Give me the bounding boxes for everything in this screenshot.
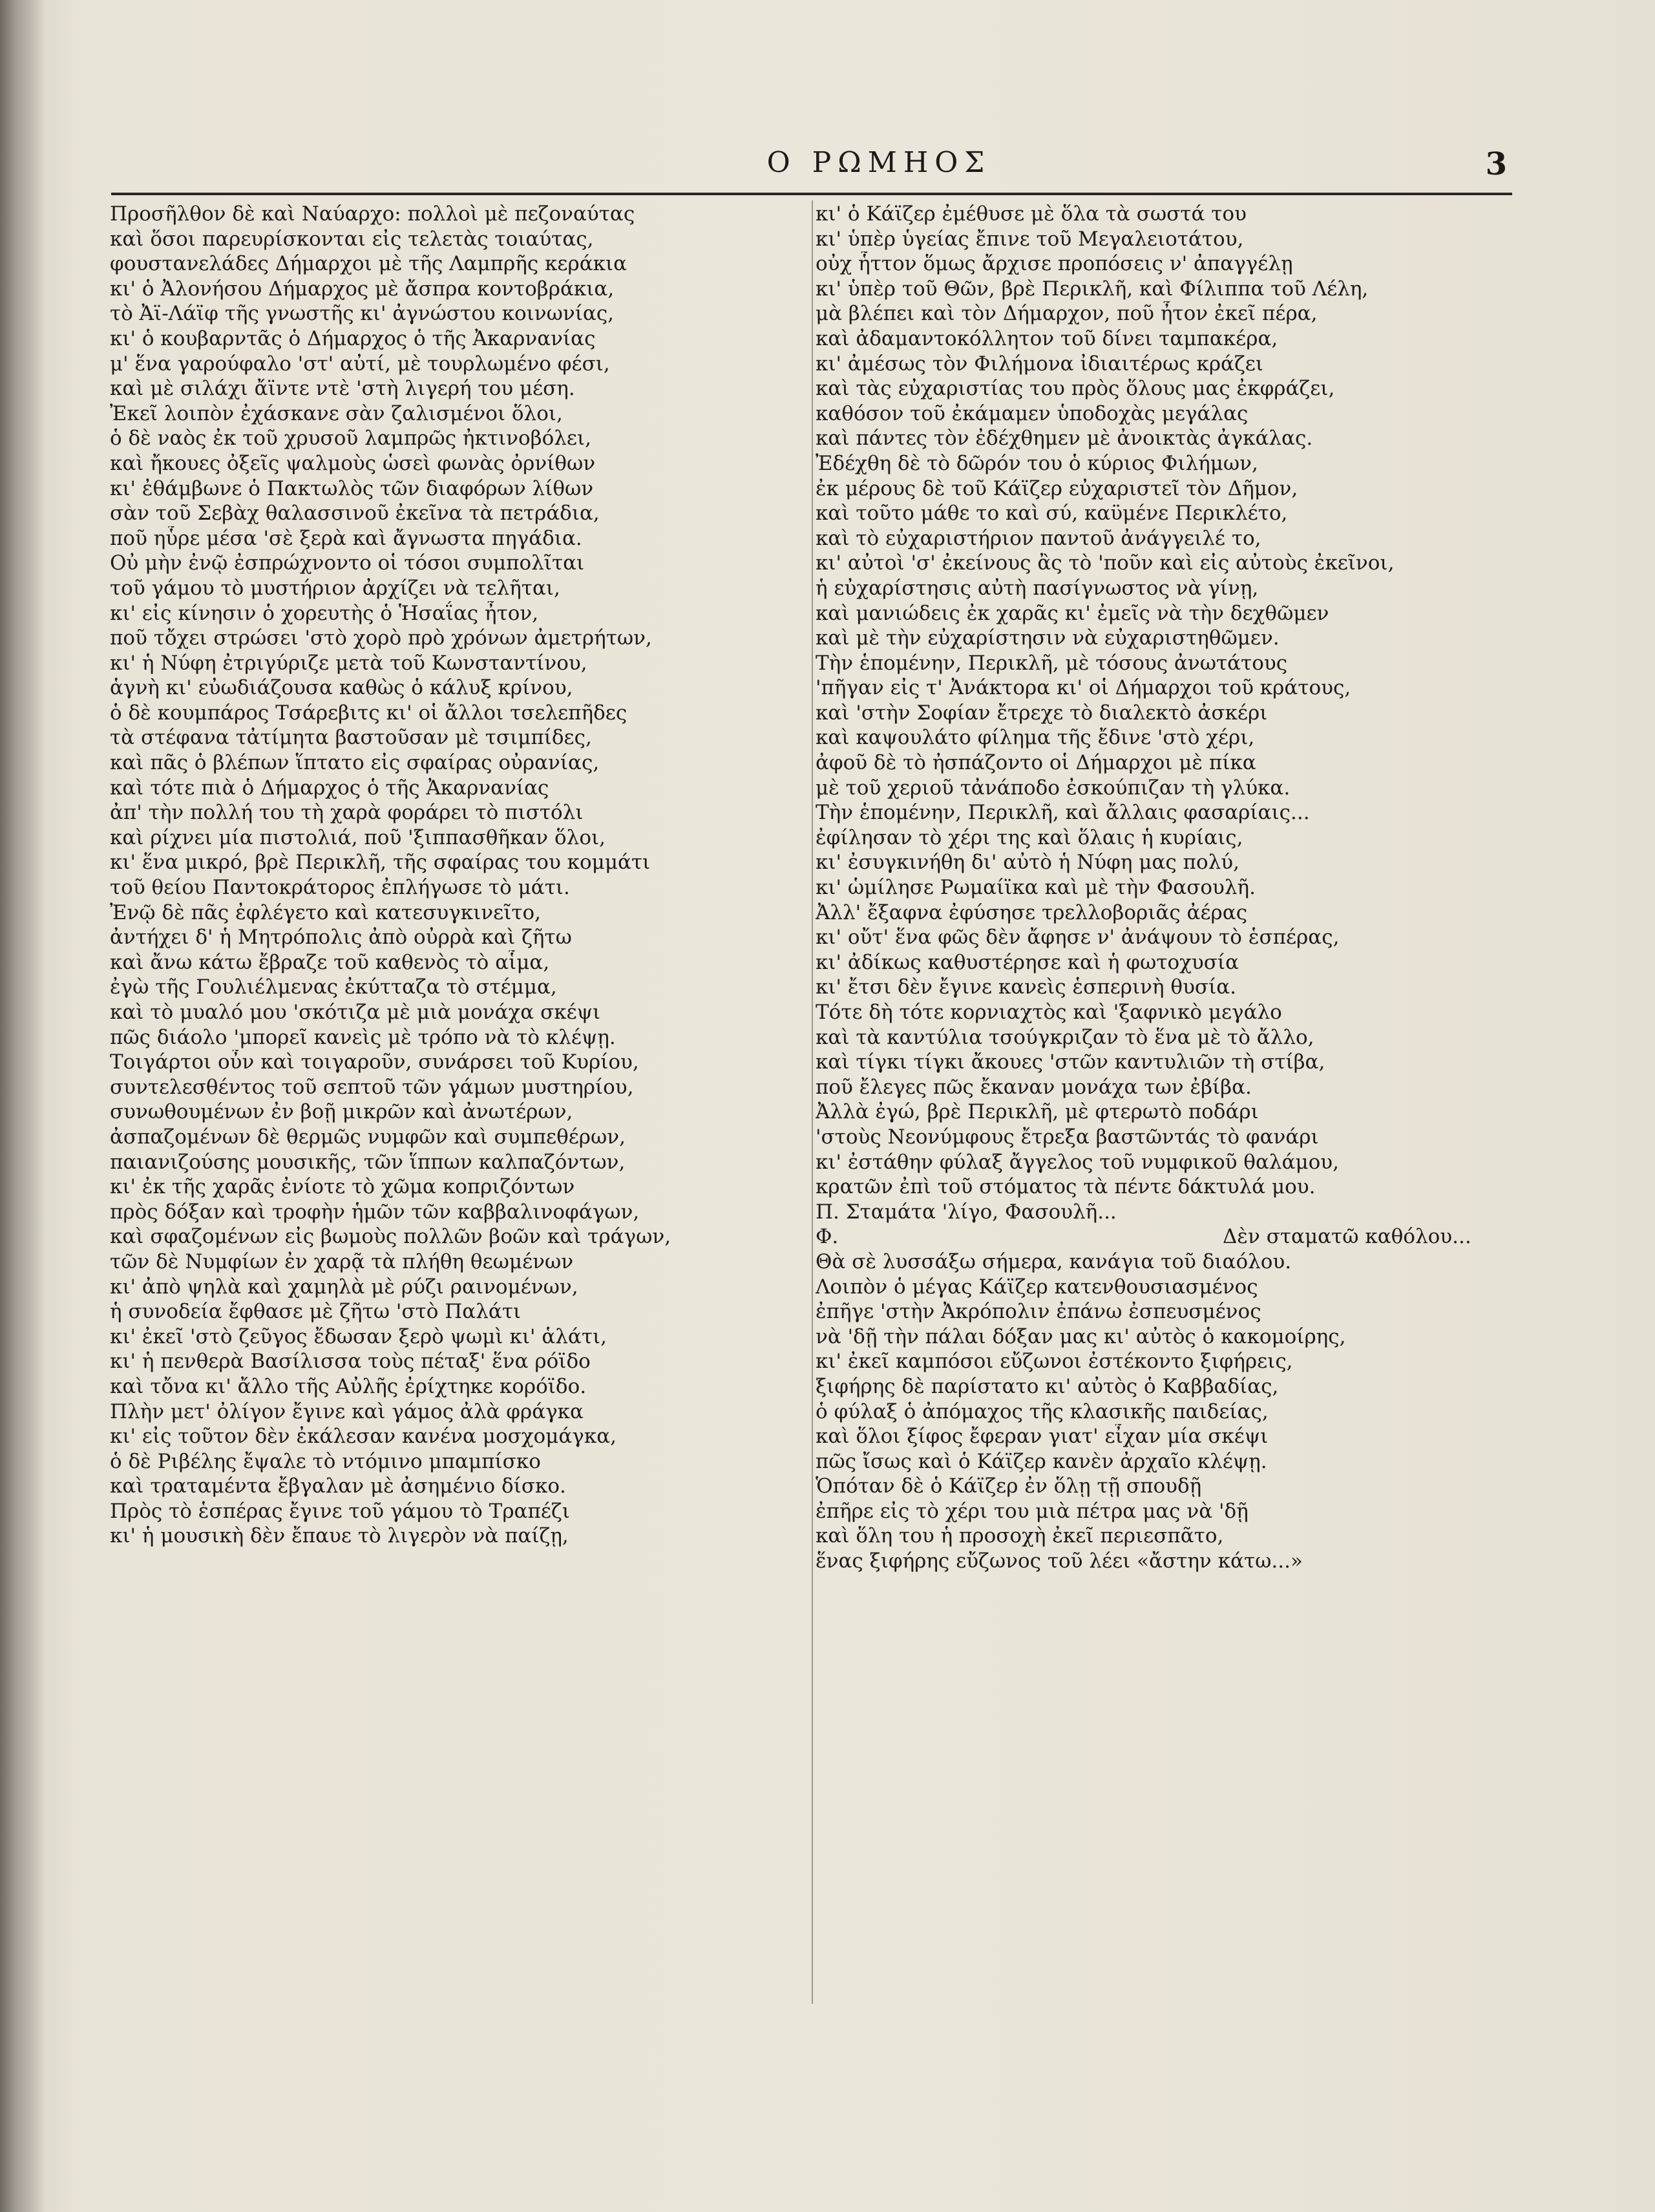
text-line: πρὸς δόξαν καὶ τροφὴν ἡμῶν τῶν καββαλινοφάγων, — [110, 1200, 640, 1224]
text-line: ἁγνὴ κι' εὐωδιάζουσα καθὼς ὁ κάλυξ κρίνου, — [110, 676, 573, 700]
text-line: καὶ ρίχνει μία πιστολιά, ποῦ 'ξιππασθῆκαν ὅλοι, — [110, 825, 606, 849]
text-line: καὶ 'στὴν Σοφίαν ἔτρεχε τὸ διαλεκτὸ ἀσκέρι — [816, 701, 1268, 725]
text-line: Ἐδέχθη δὲ τὸ δῶρόν του ὁ κύριος Φιλήμων, — [816, 451, 1258, 475]
text-line: ποῦ ἔλεγες πῶς ἔκαναν μονάχα των ἐβίβα. — [816, 1075, 1252, 1099]
text-line: κι' ἐσυγκινήθη δι' αὐτὸ ἡ Νύφη μας πολύ, — [816, 851, 1239, 875]
text-line: καὶ ὅλοι ξίφος ἔφεραν γιατ' εἶχαν μία σκέψι — [816, 1425, 1269, 1449]
text-line: καὶ σφαζομένων εἰς βωμοὺς πολλῶν βοῶν καὶ τράγων, — [110, 1225, 671, 1249]
text-line: καὶ τίγκι τίγκι ἄκουες 'στῶν καντυλιῶν τὴ στίβα, — [816, 1050, 1325, 1074]
text-line: κι' εἰς τοῦτον δὲν ἐκάλεσαν κανένα μοσχομάγκα, — [110, 1425, 617, 1449]
text-line: Τὴν ἑπομένην, Περικλῆ, μὲ τόσους ἀνωτάτους — [816, 651, 1288, 675]
text-line: καὶ μὲ τὴν εὐχαρίστησιν νὰ εὐχαριστηθῶμεν. — [816, 626, 1280, 650]
text-line: κι' ὡμίλησε Ρωμαίϊκα καὶ μὲ τὴν Φασουλῆ. — [816, 876, 1256, 900]
text-line: κι' ἕνα μικρό, βρὲ Περικλῆ, τῆς σφαίρας του κομμάτι — [110, 851, 651, 875]
text-line: ἀφοῦ δὲ τὸ ἠσπάζοντο οἱ Δήμαρχοι μὲ πίκα — [816, 751, 1256, 775]
text-line: καὶ τὸ μυαλό μου 'σκότιζα μὲ μιὰ μονάχα σκέψι — [110, 1001, 601, 1024]
text-line: Ὁπόταν δὲ ὁ Κάϊζερ ἐν ὅλῃ τῇ σπουδῇ — [816, 1474, 1202, 1498]
header-rule — [111, 193, 1512, 195]
text-line: ἡ συνοδεία ἔφθασε μὲ ζῆτω 'στὸ Παλάτι — [110, 1300, 522, 1324]
text-line: Ἐνῷ δὲ πᾶς ἐφλέγετο καὶ κατεσυγκινεῖτο, — [110, 900, 542, 924]
text-line: κι' ἡ Νύφη ἐτριγύριζε μετὰ τοῦ Κωνσταντίνου, — [110, 651, 587, 675]
text-line: Τὴν ἑπομένην, Περικλῆ, καὶ ἄλλαις φασαρίαις... — [816, 801, 1310, 825]
running-title: Ο ΡΩΜΗΟΣ — [766, 146, 991, 179]
text-line: κι' ἡ μουσικὴ δὲν ἔπαυε τὸ λιγερὸν νὰ παίζῃ, — [110, 1524, 569, 1548]
column-divider — [812, 200, 813, 2004]
text-line: ἡ εὐχαρίστησις αὐτὴ πασίγνωστος νὰ γίνῃ, — [816, 576, 1259, 600]
speaker-label: Φ. — [816, 1225, 839, 1249]
binding-shadow — [0, 0, 45, 2212]
text-line: Πρὸς τὸ ἑσπέρας ἔγινε τοῦ γάμου τὸ Τραπέζι — [110, 1499, 570, 1523]
text-line: κι' ὁ Κάϊζερ ἐμέθυσε μὲ ὅλα τὰ σωστά του — [816, 202, 1247, 226]
text-line: ὁ δὲ Ριβέλης ἔψαλε τὸ ντόμινο μπαμπίσκο — [110, 1449, 541, 1473]
text-line: κι' ἀμέσως τὸν Φιλήμονα ἰδιαιτέρως κράζει — [816, 352, 1263, 376]
text-line: κι' ἀπὸ ψηλὰ καὶ χαμηλὰ μὲ ρύζι ραινομένων, — [110, 1275, 578, 1299]
text-line: ἐπῆρε εἰς τὸ χέρι του μιὰ πέτρα μας νὰ 'δῇ — [816, 1499, 1249, 1523]
text-line: Ἐκεῖ λοιπὸν ἐχάσκανε σὰν ζαλισμένοι ὅλοι, — [110, 401, 563, 425]
text-line: ἐφίλησαν τὸ χέρι της καὶ ὅλαις ἡ κυρίαις, — [816, 825, 1243, 849]
text-line: καὶ ἀδαμαντοκόλλητον τοῦ δίνει ταμπακέρα, — [816, 326, 1278, 350]
text-line: τοῦ θείου Παντοκράτορος ἐπλήγωσε τὸ μάτι. — [110, 876, 570, 900]
text-line: καὶ καψουλάτο φίλημα τῆς ἔδινε 'στὸ χέρι, — [816, 726, 1255, 750]
text-line: καὶ τὄνα κι' ἄλλο τῆς Αὐλῆς ἐρίχτηκε κορόϊδο. — [110, 1374, 587, 1398]
page-header — [111, 144, 1507, 195]
text-line: καθόσον τοῦ ἐκάμαμεν ὑποδοχὰς μεγάλας — [816, 401, 1249, 425]
text-line: ποῦ τὄχει στρώσει 'στὸ χορὸ πρὸ χρόνων ἀμετρήτων, — [110, 626, 652, 650]
text-line: καὶ πάντες τὸν ἐδέχθημεν μὲ ἀνοικτὰς ἀγκάλας. — [816, 427, 1313, 451]
text-line: κι' ἐθάμβωνε ὁ Πακτωλὸς τῶν διαφόρων λίθων — [110, 476, 594, 500]
text-line: ὁ δὲ κουμπάρος Τσάρεβιτς κι' οἱ ἄλλοι τσελεπῆδες — [110, 701, 627, 725]
text-line: μὲ τοῦ χεριοῦ τἀνάποδο ἐσκούπιζαν τὴ γλύκα. — [816, 776, 1291, 800]
text-line: ἀπ' τὴν πολλή του τὴ χαρὰ φοράρει τὸ πιστόλι — [110, 801, 584, 825]
text-line: καὶ τραταμέντα ἔβγαλαν μὲ ἀσημένιο δίσκο. — [110, 1474, 566, 1498]
text-line: 'στοὺς Νεονύμφους ἔτρεξα βαστῶντάς τὸ φανάρι — [816, 1125, 1319, 1149]
text-line: κι' ἐκεῖ 'στὸ ζεῦγος ἔδωσαν ξερὸ ψωμὶ κι' ἁλάτι, — [110, 1324, 607, 1348]
text-line: μ' ἕνα γαρούφαλο 'στ' αὐτί, μὲ τουρλωμένο φέσι, — [110, 352, 610, 376]
text-line: τὰ στέφανα τἀτίμητα βαστοῦσαν μὲ τσιμπίδες, — [110, 726, 592, 750]
text-line: καὶ ὅλη του ἡ προσοχὴ ἐκεῖ περιεσπᾶτο, — [816, 1524, 1224, 1548]
text-line: καὶ τὰ καντύλια τσούγκριζαν τὸ ἕνα μὲ τὸ ἄλλο, — [816, 1025, 1314, 1049]
text-line: καὶ τὸ εὐχαριστήριον παντοῦ ἀνάγγειλέ το, — [816, 526, 1261, 550]
text-line: Π. Σταμάτα 'λίγο, Φασουλῆ... — [816, 1200, 1117, 1224]
text-line: τὸ Ἀϊ-Λάϊφ τῆς γνωστῆς κι' ἀγνώστου κοινωνίας, — [110, 302, 615, 326]
text-line: ἕνας ξιφήρης εὔζωνος τοῦ λέει «ἄστην κάτω...» — [816, 1549, 1303, 1573]
text-line: καὶ πᾶς ὁ βλέπων ἵπτατο εἰς σφαίρας οὐρανίας, — [110, 751, 600, 775]
text-line: κι' ἐκ τῆς χαρᾶς ἐνίοτε τὸ χῶμα κοπριζόντων — [110, 1175, 575, 1199]
text-line: καὶ ἄνω κάτω ἔβραζε τοῦ καθενὸς τὸ αἷμα, — [110, 950, 550, 974]
text-line: συντελεσθέντος τοῦ σεπτοῦ τῶν γάμων μυστηρίου, — [110, 1075, 634, 1099]
text-line: καὶ τοῦτο μάθε το καὶ σύ, καϋμένε Περικλέτο, — [816, 502, 1288, 526]
right-column — [816, 202, 1513, 1574]
left-column — [110, 202, 808, 1549]
text-line: κι' αὐτοὶ 'σ' ἐκείνους ἂς τὸ 'ποῦν καὶ εἰς αὐτοὺς ἐκεῖνοι, — [816, 551, 1395, 575]
speaker-text: Δὲν σταματῶ καθόλου... — [1223, 1225, 1471, 1249]
text-line: καὶ μανιώδεις ἐκ χαρᾶς κι' ἐμεῖς νὰ τὴν δεχθῶμεν — [816, 601, 1329, 625]
text-line: τοῦ γάμου τὸ μυστήριον ἀρχίζει νὰ τελῆται, — [110, 576, 560, 600]
text-line: συνωθουμένων ἐν βοῇ μικρῶν καὶ ἀνωτέρων, — [110, 1100, 573, 1124]
text-line: Τότε δὴ τότε κορνιαχτὸς καὶ 'ξαφνικὸ μεγάλο — [816, 1001, 1282, 1024]
text-line: Ἀλλ' ἔξαφνα ἐφύσησε τρελλοβοριᾶς ἀέρας — [816, 900, 1248, 924]
text-line: μὰ βλέπει καὶ τὸν Δήμαρχον, ποῦ ἦτον ἐκεῖ πέρα, — [816, 302, 1318, 326]
text-line: παιανιζούσης μουσικῆς, τῶν ἵππων καλπαζόντων, — [110, 1150, 626, 1174]
text-line: κι' ἀδίκως καθυστέρησε καὶ ἡ φωτοχυσία — [816, 950, 1239, 974]
text-line: Θὰ σὲ λυσσάξω σήμερα, κανάγια τοῦ διαόλου. — [816, 1250, 1292, 1273]
text-line: κι' οὔτ' ἕνα φῶς δὲν ἄφησε ν' ἀνάψουν τὸ ἑσπέρας, — [816, 926, 1340, 950]
text-line: 'πῆγαν εἰς τ' Ἀνάκτορα κι' οἱ Δήμαρχοι τοῦ κράτους, — [816, 676, 1351, 700]
text-line: πῶς ἴσως καὶ ὁ Κάϊζερ κανὲν ἀρχαῖο κλέψῃ. — [816, 1449, 1267, 1473]
text-line: Τοιγάρτοι οὖν καὶ τοιγαροῦν, συνάρσει τοῦ Κυρίου, — [110, 1050, 639, 1074]
text-line: κι' ἡ πενθερὰ Βασίλισσα τοὺς πέταξ' ἕνα ρόϊδο — [110, 1350, 591, 1374]
text-line: καὶ τότε πιὰ ὁ Δήμαρχος ὁ τῆς Ἀκαρνανίας — [110, 776, 549, 800]
text-line: Οὐ μὴν ἐνῷ ἐσπρώχνοντο οἱ τόσοι συμπολῖται — [110, 551, 585, 575]
text-line: κι' ὑπὲρ τοῦ Θῶν, βρὲ Περικλῆ, καὶ Φίλιππα τοῦ Λέλη, — [816, 277, 1369, 301]
page-number: 3 — [1485, 146, 1507, 182]
text-line: τῶν δὲ Νυμφίων ἐν χαρᾷ τὰ πλήθη θεωμένων — [110, 1250, 574, 1273]
text-line: ἀσπαζομένων δὲ θερμῶς νυμφῶν καὶ συμπεθέρων, — [110, 1125, 626, 1149]
text-line: ἐγὼ τῆς Γουλιέλμενας ἐκύτταζα τὸ στέμμα, — [110, 975, 557, 999]
text-line: καὶ ὅσοι παρευρίσκονται εἰς τελετὰς τοιαύτας, — [110, 227, 594, 251]
text-line: κι' ὑπὲρ ὑγείας ἔπινε τοῦ Μεγαλειοτάτου, — [816, 227, 1244, 251]
text-line: ὁ φύλαξ ὁ ἀπόμαχος τῆς κλασικῆς παιδείας, — [816, 1399, 1269, 1423]
text-line: κι' ἐστάθην φύλαξ ἄγγελος τοῦ νυμφικοῦ θαλάμου, — [816, 1150, 1339, 1174]
text-line: οὐχ ἧττον ὅμως ἄρχισε προπόσεις ν' ἀπαγγέλῃ — [816, 252, 1293, 276]
text-line: κι' ὁ Ἀλονήσου Δήμαρχος μὲ ἄσπρα κοντοβράκια, — [110, 277, 615, 301]
text-line: ὁ δὲ ναὸς ἐκ τοῦ χρυσοῦ λαμπρῶς ἠκτινοβόλει, — [110, 427, 591, 451]
text-line: κι' εἰς κίνησιν ὁ χορευτὴς ὁ Ἡσαΐας ἦτον, — [110, 601, 539, 625]
text-line: σὰν τοῦ Σεβὰχ θαλασσινοῦ ἐκεῖνα τὰ πετράδια, — [110, 502, 600, 526]
text-line: κι' ὁ κουβαρντᾶς ὁ Δήμαρχος ὁ τῆς Ἀκαρνανίας — [110, 326, 596, 350]
text-line: ξιφήρης δὲ παρίστατο κι' αὐτὸς ὁ Καββαδίας, — [816, 1374, 1279, 1398]
text-line: καὶ μὲ σιλάχι ἄϊντε ντὲ 'στὴ λιγερή του μέση. — [110, 377, 575, 401]
text-line: Πλὴν μετ' ὀλίγον ἔγινε καὶ γάμος ἀλὰ φράγκα — [110, 1399, 584, 1423]
text-line: ἐπῆγε 'στὴν Ἀκρόπολιν ἐπάνω ἐσπευσμένος — [816, 1300, 1261, 1324]
text-line: κι' ἐκεῖ καμπόσοι εὔζωνοι ἐστέκοντο ξιφήρεις, — [816, 1350, 1293, 1374]
text-line: ἐκ μέρους δὲ τοῦ Κάϊζερ εὐχαριστεῖ τὸν Δῆμον, — [816, 476, 1298, 500]
text-line: κι' ἔτσι δὲν ἔγινε κανεὶς ἑσπερινὴ θυσία. — [816, 975, 1237, 999]
text-line: πῶς διάολο 'μπορεῖ κανεὶς μὲ τρόπο νὰ τὸ κλέψῃ. — [110, 1025, 616, 1049]
text-line: Προσῆλθον δὲ καὶ Ναύαρχο: πολλοὶ μὲ πεζοναύτας — [110, 202, 635, 226]
text-line: ποῦ ηὗρε μέσα 'σὲ ξερὰ καὶ ἄγνωστα πηγάδια. — [110, 526, 582, 550]
text-line: φουστανελάδες Δήμαρχοι μὲ τῆς Λαμπρῆς κεράκια — [110, 252, 627, 276]
speaker-line — [816, 1224, 1513, 1250]
text-line: κρατῶν ἐπὶ τοῦ στόματος τὰ πέντε δάκτυλά μου. — [816, 1175, 1316, 1199]
text-line: Λοιπὸν ὁ μέγας Κάϊζερ κατενθουσιασμένος — [816, 1275, 1258, 1299]
text-line: καὶ τὰς εὐχαριστίας του πρὸς ὅλους μας ἐκφράζει, — [816, 377, 1335, 401]
text-line: Ἀλλὰ ἐγώ, βρὲ Περικλῆ, μὲ φτερωτὸ ποδάρι — [816, 1100, 1259, 1124]
text-line: νὰ 'δῇ τὴν πάλαι δόξαν μας κι' αὐτὸς ὁ κακομοίρης, — [816, 1324, 1346, 1348]
text-line: καὶ ἤκουες ὀξεῖς ψαλμοὺς ὡσεὶ φωνὰς ὀρνίθων — [110, 451, 596, 475]
text-line: ἀντήχει δ' ἡ Μητρόπολις ἀπὸ οὐρρὰ καὶ ζῆτω — [110, 926, 572, 950]
